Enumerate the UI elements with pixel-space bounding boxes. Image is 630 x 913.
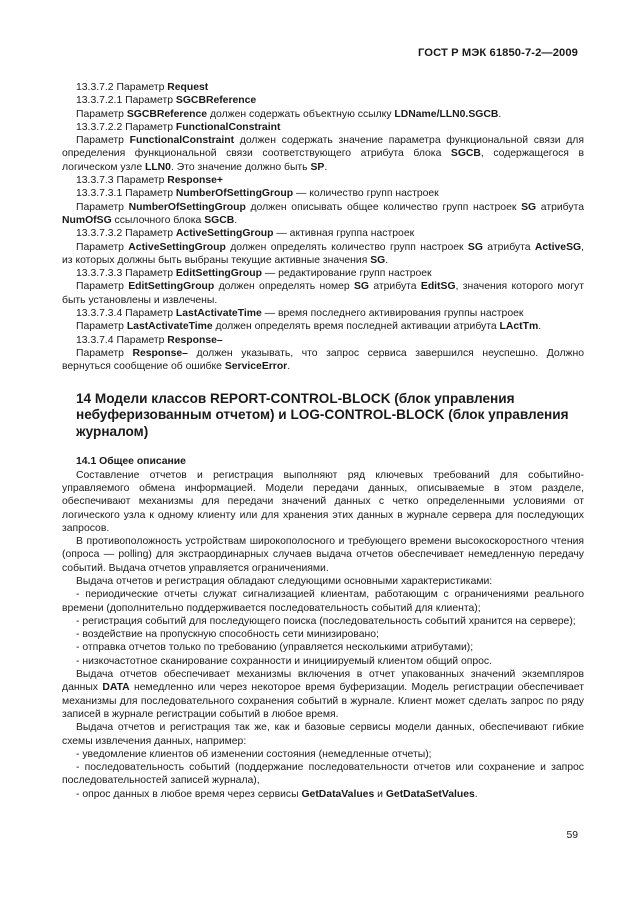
paragraph-b7: [62, 187, 584, 200]
bold-term: LDName/LLN0.SGCB: [394, 108, 499, 120]
text-run: .: [234, 214, 238, 226]
text-run: .: [474, 788, 478, 800]
text-run: атрибута: [369, 281, 421, 293]
bold-term: SG: [370, 254, 386, 266]
paragraph-b14: [62, 320, 584, 333]
text-run: 14.1 Общее описание: [76, 456, 186, 468]
bold-term: GetDataSetValues: [385, 788, 475, 800]
list-item-b21: [62, 615, 584, 628]
paragraph-b8: [62, 201, 584, 228]
page-number: 59: [566, 830, 578, 841]
text-run: 13.3.7.3.3 Параметр: [76, 268, 176, 280]
paragraph-b13: [62, 307, 584, 320]
bold-term: SG: [467, 241, 483, 253]
text-run: — редактирование групп настроек: [261, 268, 432, 280]
bold-term: LActTm: [499, 321, 539, 333]
text-run: должен содержать значение параметра функциональной связи для определения функциональной связи соответствующего атрибута блока: [62, 135, 584, 160]
text-run: 13.3.7.2 Параметр: [76, 82, 168, 93]
text-run: должен указывать, что запрос сервиса завершился неуспешно. Должно вернуться сообщение об ошибке: [62, 347, 584, 373]
list-item-b22: [62, 628, 584, 641]
paragraph-b19: [62, 575, 584, 588]
text-run: - последовательность событий (поддержание последовательности отчетов или сохранение и запрос последовательностей записей журнала),: [62, 762, 584, 787]
text-run: .: [498, 108, 502, 120]
bold-term: GetDataValues: [301, 788, 375, 800]
paragraph-b3: [62, 108, 584, 121]
bold-term: LastActivateTime: [126, 321, 213, 333]
text-run: .: [538, 321, 542, 333]
text-run: ссылочного блока: [111, 214, 205, 226]
bold-term: ActiveSettingGroup: [128, 241, 226, 253]
text-run: 13.3.7.3 Параметр: [76, 175, 168, 187]
bold-term: SG: [521, 201, 537, 213]
text-run: немедленно или через некоторое время буферизации. Модель регистрации обеспечивает механизмы для последовательного сохранения событий в журнале. Клиент может сделать запрос по ряду записей в журнале регистрации событий в любое время.: [62, 682, 584, 720]
list-item-b20: [62, 588, 584, 615]
bold-term: EditSettingGroup: [175, 268, 262, 280]
text-run: Параметр: [76, 241, 129, 253]
text-run: 13.3.7.2.2 Параметр: [76, 121, 176, 133]
text-run: должен определять номер: [214, 281, 354, 293]
text-run: Параметр: [76, 135, 130, 147]
bold-term: NumberOfSettingGroup: [175, 188, 294, 200]
text-run: 13.3.7.4 Параметр: [76, 334, 168, 346]
bold-term: DATA: [102, 682, 130, 694]
text-run: должен определять количество групп настроек: [225, 241, 468, 253]
text-run: Составление отчетов и регистрация выполняют ряд ключевых требований для событийно-управляемого обмена информацией. Модели передачи данных, описываемые в этом разделе, обеспечивают механизмы для передачи значений данных с четко определенными условиями от логического узла к одному клиенту или для хранения этих данных в журнале сервера для последующих запросов.: [62, 469, 584, 534]
bold-term: SG: [354, 281, 370, 293]
text-run: Выдача отчетов и регистрация обладают следующими основными характеристиками:: [76, 575, 493, 587]
bold-term: SGCBReference: [126, 108, 208, 120]
text-run: должен определять время последней активации атрибута: [212, 321, 500, 333]
text-run: - уведомление клиентов об изменении состояния (немедленные отчеты);: [76, 748, 432, 760]
text-run: Параметр: [76, 347, 133, 359]
paragraph-b6: [62, 174, 584, 187]
bold-term: EditSG: [420, 281, 456, 293]
text-run: , из которых должны быть выбраны текущие активные значения: [62, 241, 584, 266]
paragraph-b2: [62, 94, 584, 107]
bold-term: NumOfSG: [62, 214, 112, 226]
text-run: должен содержать объектную ссылку: [207, 108, 395, 120]
text-run: .: [324, 161, 328, 173]
list-item-b24: [62, 655, 584, 668]
text-run: — количество групп настроек: [293, 188, 439, 200]
paragraph-b17: [62, 469, 584, 535]
bold-term: SGCB: [450, 148, 481, 160]
paragraph-b9: [62, 227, 584, 240]
paragraph-b10: [62, 241, 584, 268]
text-run: должен описывать общее количество групп настроек: [245, 201, 522, 213]
document-body: [62, 81, 584, 801]
bold-term: ActiveSettingGroup: [175, 228, 274, 240]
section-heading-h14: [62, 391, 584, 441]
text-run: атрибута: [482, 241, 535, 253]
bold-term: LLN0: [144, 161, 171, 173]
text-run: Выдача отчетов обеспечивает механизмы включения в отчет упакованных значений экземпляров данных: [62, 669, 584, 694]
bold-term: EditSettingGroup: [128, 281, 215, 293]
bold-term: ServiceError: [224, 361, 288, 373]
text-run: - отправка отчетов только по требованию (управляется несколькими атрибутами);: [76, 642, 474, 654]
bold-term: ActiveSG: [534, 241, 582, 253]
paragraph-b26: [62, 721, 584, 748]
bold-term: Response–: [132, 347, 188, 359]
bold-term: Request: [167, 82, 209, 93]
document-code-header: ГОСТ Р МЭК 61850-7-2—2009: [417, 47, 578, 59]
paragraph-b1: [62, 81, 584, 94]
text-run: Выдача отчетов и регистрация так же, как и базовые сервисы модели данных, обеспечивают гибкие схемы извлечения данных, например:: [62, 722, 584, 747]
text-run: , значения которого могут быть установлены и извлечены.: [62, 281, 584, 306]
text-run: - регистрация событий для последующего поиска (последовательность событий хранится на сервере);: [76, 615, 576, 627]
bold-term: NumberOfSettingGroup: [128, 201, 246, 213]
text-run: - опрос данных в любое время через сервисы: [76, 788, 302, 800]
text-run: . Это значение должно быть: [170, 161, 311, 173]
paragraph-b16: [62, 347, 584, 374]
bold-term: SP: [310, 161, 325, 173]
list-item-b27: [62, 748, 584, 761]
paragraph-b5: [62, 134, 584, 174]
text-run: — время последнего активирования группы настроек: [261, 308, 524, 320]
text-run: - воздействие на пропускную способность сети минизировано;: [76, 629, 379, 641]
paragraph-b15: [62, 334, 584, 347]
bold-term: SGCBReference: [175, 95, 257, 107]
text-run: .: [287, 361, 291, 373]
text-run: — активная группа настроек: [273, 228, 415, 240]
paragraph-b18: [62, 535, 584, 575]
text-run: Параметр: [76, 108, 127, 120]
text-run: - периодические отчеты служат сигнализацией клиентам, работающим с ограничениями реального времени (дополнительно поддерживается последовательность событий для клиента);: [62, 589, 584, 614]
text-run: Параметр: [76, 281, 129, 293]
text-run: В противоположность устройствам широкополосного и требующего времени высокоскоростного чтения (опроса — polling) для экстраординарных случаев выдача отчетов обеспечивает немедленную передачу событий. Выдача отчетов управляется ограничениями.: [62, 536, 584, 574]
text-run: атрибута: [536, 201, 585, 213]
subsection-heading-h141: [62, 455, 584, 468]
text-run: 13.3.7.3.4 Параметр: [76, 308, 176, 320]
paragraph-b12: [62, 280, 584, 307]
bold-term: Response–: [167, 334, 223, 346]
text-run: Параметр: [76, 321, 127, 333]
paragraph-b25: [62, 668, 584, 721]
bold-term: SGCB: [204, 214, 235, 226]
text-run: 13.3.7.3.1 Параметр: [76, 188, 176, 200]
text-run: 14 Модели классов REPORT-CONTROL-BLOCK (блок управления небуферизованным отчетом) и LOG-CONTROL-BLOCK (блок управления журналом): [76, 390, 569, 439]
bold-term: LastActivateTime: [175, 308, 262, 320]
text-run: Параметр: [76, 201, 129, 213]
text-run: и: [374, 788, 386, 800]
list-item-b23: [62, 641, 584, 654]
paragraph-b4: [62, 121, 584, 134]
bold-term: FunctionalConstraint: [175, 121, 281, 133]
text-run: , содержащегося в логическом узле: [62, 148, 584, 173]
bold-term: Response+: [167, 175, 223, 187]
text-run: 13.3.7.2.1 Параметр: [76, 95, 176, 107]
text-run: 13.3.7.3.2 Параметр: [76, 228, 176, 240]
list-item-b29: [62, 788, 584, 801]
bold-term: FunctionalConstraint: [129, 135, 235, 147]
text-run: - низкочастотное сканирование сохранности и инициируемый клиентом общий опрос.: [76, 655, 492, 667]
paragraph-b11: [62, 267, 584, 280]
text-run: .: [385, 254, 389, 266]
list-item-b28: [62, 761, 584, 788]
